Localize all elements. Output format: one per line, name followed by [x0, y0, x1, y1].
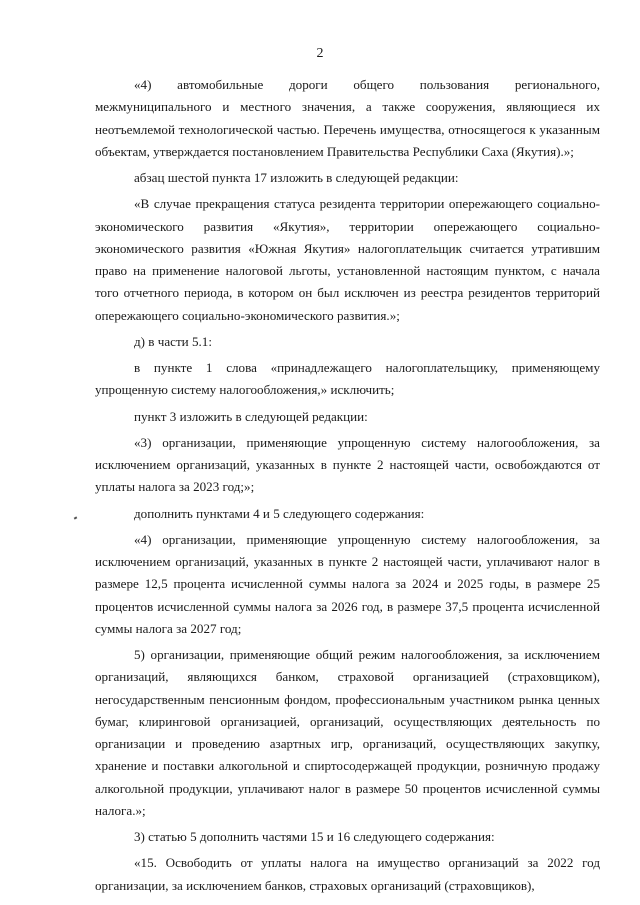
paragraph-item-4-roads: «4) автомобильные дороги общего пользования регионального, межмуниципального и местного значения, а также сооружения, являющиеся их неотъемлемой технологической частью. Перечень имущества, относящегося к указанным объектам, утверждается постановлением Правительства Республики Саха (Якутия).»; — [95, 77, 600, 159]
margin-mark — [74, 516, 78, 519]
paragraph-abzac-six: абзац шестой пункта 17 изложить в следующей редакции: — [134, 170, 459, 185]
paragraph-article-5-header: 3) статью 5 дополнить частями 15 и 16 следующего содержания: — [134, 829, 495, 844]
paragraph-resident-status: «В случае прекращения статуса резидента территории опережающего социально-экономического развития «Якутия», территории опережающего социально-экономического развития «Южная Якутия» налогоплательщик считается утратившим право на применение налоговой льготы, установленной настоящим пунктом, с начала того отчетного периода, в котором он был исключен из реестра резидентов территорий опережающего социально-экономического развития.»; — [95, 196, 600, 323]
paragraph-item-3-header: пункт 3 изложить в следующей редакции: — [134, 408, 368, 424]
paragraph-item-1-exclude: в пункте 1 слова «принадлежащего налогоплательщику, применяющему упрощенную систему налогообложения,» исключить; — [95, 360, 600, 398]
paragraph-item-3-text: «3) организации, применяющие упрощенную систему налогообложения, за исключением организаций, указанных в пункте 2 настоящей части, освобождаются от уплаты налога за 2023 год;»; — [95, 434, 600, 495]
paragraph-item-5-general: 5) организации, применяющие общий режим налогообложения, за исключением организаций, являющихся банком, страховой организацией (страховщиком), негосударственным пенсионным фондом, профессиональным участником рынка ценных бумаг, клиринговой организацией, организаций, осуществляющих деятельность по организации и проведению азартных игр, организаций, осуществляющих закупку, хранение и поставки алкогольной и спиртосодержащей продукции, розничную продажу алкогольной продукции, уплачивают налог в размере 50 процентов исчисленной суммы налога.»; — [95, 647, 600, 818]
paragraph-item-4-usn: «4) организации, применяющие упрощенную систему налогообложения, за исключением организаций, указанных в пункте 2 настоящей части, уплачивают налог в размере 12,5 процента исчисленной суммы налога за 2024 и 2025 годы, в размере 25 процентов исчисленной суммы налога за 2026 год, в размере 37,5 процента исчисленной суммы налога за 2027 год; — [95, 531, 600, 636]
document-body — [95, 74, 600, 897]
paragraph-part-5-1: д) в части 5.1: — [134, 333, 212, 349]
paragraph-part-15: «15. Освободить от уплаты налога на имущество организаций за 2022 год организации, за исключением банков, страховых организаций (страховщиков), — [95, 855, 600, 893]
page-number: 2 — [316, 46, 324, 61]
paragraph-add-items-header: дополнить пунктами 4 и 5 следующего содержания: — [134, 505, 425, 521]
